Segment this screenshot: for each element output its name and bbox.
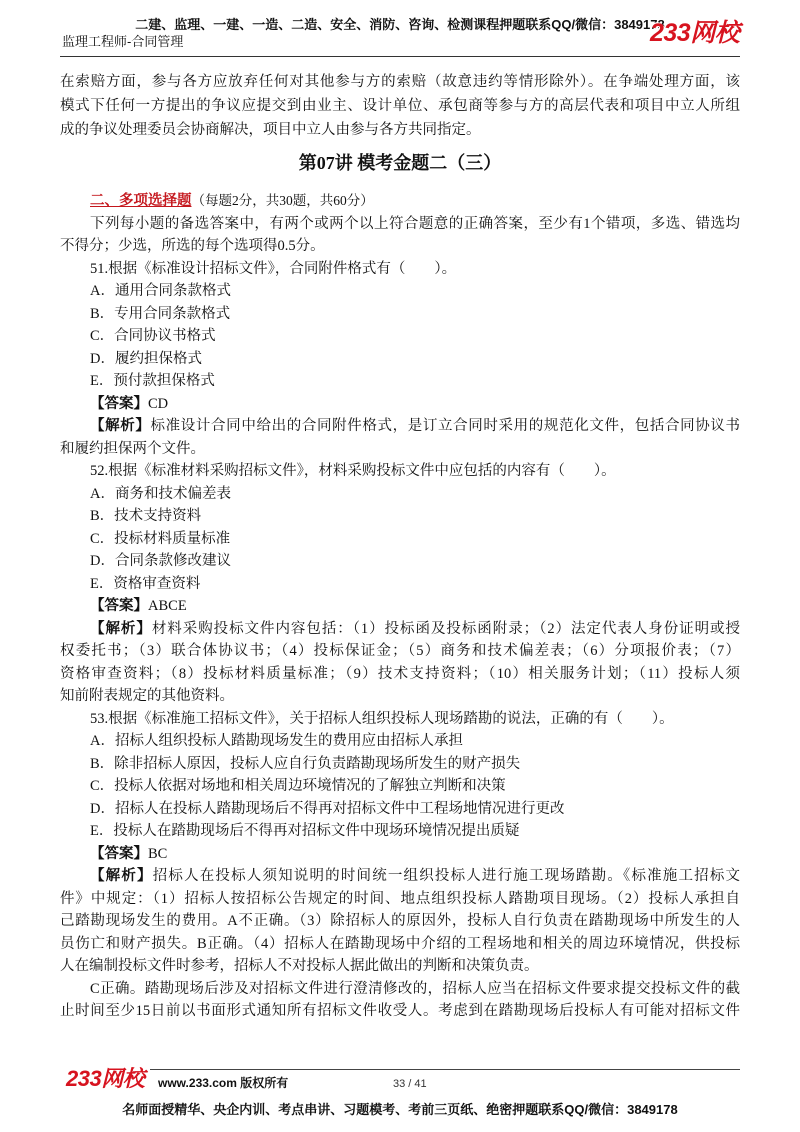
answer-value: BC: [148, 845, 168, 862]
answer-label: 【答案】: [90, 598, 148, 614]
footer-divider: [150, 1069, 740, 1070]
footer-logo: 233网校: [66, 1066, 145, 1091]
header-contact-line: 二建、监理、一建、一造、二造、安全、消防、咨询、检测课程押题联系QQ/微信：3849178: [135, 17, 665, 32]
analysis-line: [60, 865, 740, 888]
analysis-line: 知前附表规定的其他资料。: [60, 688, 234, 704]
question-53: [60, 708, 740, 1023]
option-c: C．合同协议书格式: [90, 328, 216, 344]
analysis-text: 招标人在投标人须知说明的时间统一组织投标人进行施工现场踏勘。《标准施工招标文: [152, 868, 741, 884]
answer-line: [60, 843, 740, 866]
header-logo: 233网校: [650, 19, 740, 47]
analysis-text: 标准设计合同中给出的合同附件格式，是订立合同时采用的规范化文件，包括合同协议书: [150, 418, 741, 434]
analysis-text: 材料采购投标文件内容包括：（1）投标函及投标函附录；（2）法定代表人身份证明或授: [151, 620, 741, 637]
analysis-line: [60, 415, 740, 438]
analysis-label: 【解析】: [90, 418, 151, 434]
analysis-label: 【解析】: [90, 620, 152, 637]
instruction-line: 下列每小题的备选答案中，有两个或两个以上符合题意的正确答案，至少有1个错项，多选、错选均: [90, 215, 740, 232]
analysis-label: 【解析】: [90, 868, 153, 884]
analysis-line: 止时间至少15日前以书面形式通知所有招标文件收受人。考虑到在踏勘现场后投标人有可能对招标文件: [60, 1003, 740, 1019]
answer-value: ABCE: [148, 598, 187, 614]
question-stem: 52.根据《标准材料采购招标文件》，材料采购投标文件中应包括的内容有（ ）。: [90, 463, 616, 479]
analysis-line: 权委托书；（3）联合体协议书；（4）投标保证金；（5）商务和技术偏差表；（6）分项报价表；（7）: [60, 643, 740, 659]
analysis-line: 己踏勘现场发生的费用。A不正确。（3）除招标人的原因外，投标人自行负责在踏勘现场中所发生的人: [60, 913, 740, 929]
question-stem: 53.根据《标准施工招标文件》，关于招标人组织投标人现场踏勘的说法，正确的有（ ）。: [90, 710, 674, 727]
question-stem: 51.根据《标准设计招标文件》，合同附件格式有（ ）。: [90, 260, 457, 277]
analysis-line: 资格审查资料；（8）投标材料质量标准；（9）技术支持资料；（10）相关服务计划；（11）投标人须: [60, 665, 740, 682]
answer-label: 【答案】: [90, 845, 148, 862]
header-course-name: 监理工程师-合同管理: [62, 34, 184, 49]
instruction-line: 不得分；少选，所选的每个选项得0.5分。: [60, 238, 325, 254]
option-d: D．履约担保格式: [90, 350, 202, 367]
option-a: A．商务和技术偏差表: [90, 485, 231, 502]
analysis-line: [60, 618, 740, 641]
intro-line: 模式下任何一方提出的争议应提交到由业主、设计单位、承包商等参与方的高层代表和项目中立人所组: [60, 98, 740, 114]
lecture-title: 第07讲 模考金题二（三）: [298, 153, 502, 173]
header-divider: [60, 56, 740, 57]
analysis-line: 件》中规定：（1）招标人按招标公告规定的时间、地点组织投标人踏勘项目现场。（2）投标人承担自: [60, 890, 740, 907]
analysis-line: 人在编制投标文件时参考，招标人不对投标人据此做出的判断和决策负责。: [60, 958, 539, 974]
option-d: D．招标人在投标人踏勘现场后不得再对招标文件中工程场地情况进行更改: [90, 800, 565, 817]
option-c: C．投标材料质量标准: [90, 530, 231, 547]
question-51: [60, 258, 740, 461]
option-e: E．资格审查资料: [90, 575, 201, 592]
question-52: [60, 460, 740, 708]
option-b: B．除非招标人原因，投标人应自行负责踏勘现场所发生的财产损失: [90, 755, 521, 772]
question-section: [60, 190, 740, 1023]
intro-line: 在索赔方面，参与各方应放弃任何对其他参与方的索赔（故意违约等情形除外）。在争端处理方面，该: [60, 74, 740, 90]
analysis-line: C正确。踏勘现场后涉及对招标文件进行澄清修改的，招标人应当在招标文件要求提交投标文件的截: [90, 980, 740, 997]
footer-contact-line: 名师面授精华、央企内训、考点串讲、习题模考、考前三页纸、绝密押题联系QQ/微信：3849178: [122, 1102, 678, 1117]
section-title: 二、多项选择题: [90, 193, 192, 209]
option-a: A．招标人组织投标人踏勘现场发生的费用应由招标人承担: [90, 733, 463, 749]
option-e: E．预付款担保格式: [90, 373, 215, 389]
analysis-line: 员伤亡和财产损失。B正确。（4）招标人在踏勘现场中介绍的工程场地和相关的周边环境情况，供投标: [60, 935, 740, 952]
section-heading: [60, 190, 740, 213]
scoring-note: （每题2分，共30题，共60分）: [191, 193, 374, 208]
answer-value: CD: [148, 395, 169, 412]
analysis-line: 和履约担保两个文件。: [60, 440, 205, 457]
option-e: E．投标人在踏勘现场后不得再对招标文件中现场环境情况提出质疑: [90, 823, 520, 839]
footer-copyright: www.233.com 版权所有: [158, 1076, 289, 1090]
answer-line: [60, 595, 740, 618]
page-number: 33 / 41: [393, 1078, 427, 1090]
option-c: C．投标人依据对场地和相关周边环境情况的了解独立判断和决策: [90, 778, 506, 794]
option-b: B．技术支持资料: [90, 508, 202, 524]
answer-label: 【答案】: [90, 395, 148, 412]
answer-line: [60, 393, 740, 416]
option-a: A．通用合同条款格式: [90, 283, 231, 299]
option-d: D．合同条款修改建议: [90, 553, 231, 569]
intro-paragraph: [60, 70, 740, 142]
intro-line: 成的争议处理委员会协商解决，项目中立人由参与各方共同指定。: [60, 122, 481, 138]
option-b: B．专用合同条款格式: [90, 305, 231, 322]
